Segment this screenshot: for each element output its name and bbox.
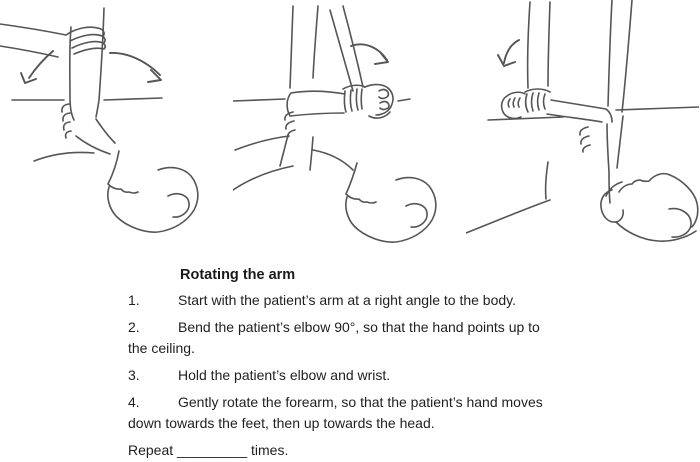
step-number: 3. <box>128 367 140 383</box>
carer-hand-wrist <box>525 89 550 112</box>
patient-torso <box>466 162 622 233</box>
illustration-arm-on-bed <box>466 0 699 255</box>
rotate-left-arrow <box>498 40 519 66</box>
step-4 <box>128 392 650 434</box>
step-number: 1. <box>128 292 140 308</box>
patient-forearm <box>547 100 612 122</box>
step-text: Gently rotate the forearm, so that the patient’s hand moves <box>178 394 543 410</box>
step-2 <box>128 317 650 359</box>
carer-hand-wrist <box>343 85 365 112</box>
instructions <box>0 265 700 461</box>
patient-head <box>108 151 198 232</box>
carer-hand-top <box>66 27 105 54</box>
patient-chest <box>34 152 94 161</box>
patient-head <box>616 174 698 242</box>
step-text: Bend the patient’s elbow 90°, so that the hand points up to <box>178 319 540 335</box>
illustration-arm-rotated-down <box>233 0 466 255</box>
rotate-right-arrow <box>110 53 161 82</box>
step-3 <box>128 365 650 386</box>
patient-upper-arm <box>76 119 115 154</box>
step-text-continued: the ceiling. <box>128 340 195 356</box>
illustration-arm-upright <box>0 0 233 255</box>
step-text: Start with the patient’s arm at a right angle to the body. <box>178 292 517 308</box>
patient-torso <box>233 135 353 190</box>
patient-shoulder <box>601 190 623 222</box>
step-number: 4. <box>128 394 140 410</box>
step-text-continued: down towards the feet, then up towards the head. <box>128 415 435 431</box>
patient-forearm <box>287 91 345 116</box>
bed-line <box>488 107 699 120</box>
repeat-line: Repeat _________ times. <box>128 442 289 458</box>
patient-hand <box>502 92 525 118</box>
rotate-left-arrow <box>21 51 53 83</box>
carer-hand-elbow <box>580 127 590 152</box>
section-title: Rotating the arm <box>180 267 296 283</box>
bed-line <box>12 98 162 100</box>
patient-head <box>346 163 436 242</box>
step-number: 2. <box>128 319 140 335</box>
patient-fist <box>365 85 410 119</box>
bed-line <box>233 99 285 101</box>
step-text: Hold the patient’s elbow and wrist. <box>178 367 391 383</box>
carer-arm-line <box>528 0 632 112</box>
carer-arm-line <box>0 24 66 57</box>
step-1 <box>128 290 650 311</box>
patient-forearm <box>70 8 104 120</box>
carer-arm-line <box>290 6 363 91</box>
carer-hand-elbow <box>62 104 71 138</box>
